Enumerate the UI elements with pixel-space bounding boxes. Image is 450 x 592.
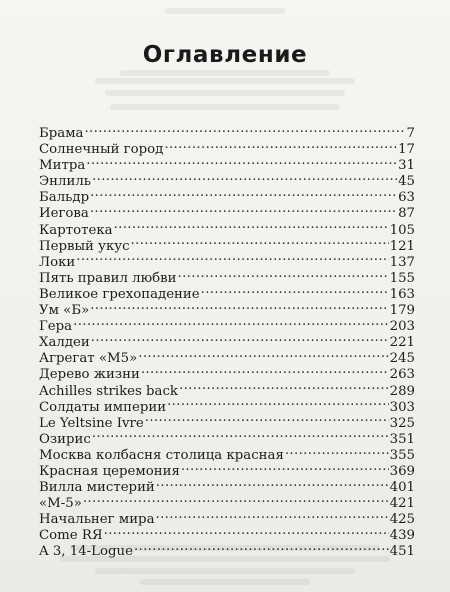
toc-entry-page-number: 245 — [389, 351, 415, 367]
dot-leader — [92, 169, 397, 185]
dot-leader — [131, 234, 389, 250]
toc-entry — [39, 346, 415, 367]
toc-entry — [39, 491, 415, 512]
dot-leader — [181, 459, 389, 475]
dot-leader — [91, 330, 389, 346]
bleed-through-text — [0, 568, 450, 569]
toc-entry — [39, 153, 415, 174]
dot-leader — [145, 411, 389, 427]
toc-entry-title: Ум «Б» — [39, 303, 90, 319]
toc-entry-title: A 3, 14-Logue — [39, 544, 133, 560]
dot-leader — [86, 153, 397, 169]
toc-entry-page-number: 63 — [398, 190, 415, 206]
dot-leader — [90, 201, 397, 217]
toc-entry-title: Озирис — [39, 431, 91, 447]
toc-entry-title: Дерево жизни — [39, 367, 140, 383]
toc-entry — [39, 330, 415, 351]
toc-entry-title: Москва колбасня столица красная — [39, 447, 284, 463]
dot-leader — [73, 314, 388, 330]
toc-entry-page-number: 369 — [389, 463, 415, 479]
toc-entry-title: Achilles strikes back — [39, 383, 178, 399]
dot-leader — [92, 427, 389, 443]
dot-leader — [84, 121, 405, 137]
toc-entry-title: Солнечный город — [39, 142, 164, 158]
toc-entry — [39, 507, 415, 528]
toc-entry-page-number: 401 — [389, 480, 415, 496]
toc-entry-page-number: 451 — [389, 544, 415, 560]
toc-entry-page-number: 155 — [389, 270, 415, 286]
toc-entry-page-number: 203 — [389, 319, 415, 335]
toc-entry-title: Великое грехопадение — [39, 286, 200, 302]
dot-leader — [179, 379, 389, 395]
toc-entry-page-number: 325 — [389, 415, 415, 431]
toc-entry-page-number: 263 — [389, 367, 415, 383]
toc-entry-page-number: 439 — [389, 528, 415, 544]
dot-leader — [178, 266, 389, 282]
toc-entry-page-number: 425 — [389, 512, 415, 528]
bleed-through-text — [0, 8, 450, 9]
dot-leader — [114, 218, 389, 234]
toc-entry-title: Иегова — [39, 206, 89, 222]
dot-leader — [90, 298, 388, 314]
dot-leader — [134, 539, 389, 555]
toc-entry-title: Митра — [39, 158, 86, 174]
dot-leader — [90, 185, 397, 201]
dot-leader — [156, 507, 389, 523]
toc-entry-page-number: 121 — [389, 238, 415, 254]
toc-entry-title: «М-5» — [39, 496, 82, 512]
toc-entry-title: Пять правил любви — [39, 270, 177, 286]
dot-leader — [164, 137, 397, 153]
toc-entry — [39, 169, 415, 190]
bleed-through-text — [0, 90, 450, 91]
dot-leader — [167, 395, 389, 411]
toc-entry-title: Солдаты империи — [39, 399, 167, 415]
toc-entry — [39, 218, 415, 238]
toc-entry-page-number: 355 — [389, 447, 415, 463]
toc-entry-page-number: 45 — [398, 174, 415, 190]
dot-leader — [138, 346, 388, 362]
toc-entry-title: Вилла мистерий — [39, 480, 155, 496]
toc-entry — [39, 266, 415, 286]
toc-entry-title: Красная церемония — [39, 463, 180, 479]
toc-entry — [39, 185, 415, 206]
bleed-through-text — [0, 104, 450, 105]
dot-leader — [141, 362, 389, 378]
toc-entry-page-number: 31 — [398, 158, 415, 174]
toc-entry-title: Le Yeltsine Ivre — [39, 415, 144, 431]
dot-leader — [156, 475, 389, 491]
toc-entry — [39, 250, 415, 270]
bleed-through-text — [0, 78, 450, 79]
bleed-through-text — [0, 70, 450, 71]
toc-entry-title: Агрегат «М5» — [39, 351, 138, 367]
toc-entry-title: Начальнег мира — [39, 512, 155, 528]
toc-entry — [39, 427, 415, 447]
toc-entry-page-number: 221 — [389, 335, 415, 351]
toc-entry — [39, 137, 415, 158]
dot-leader — [201, 282, 389, 298]
toc-entry — [39, 443, 415, 463]
toc-entry-page-number: 105 — [389, 222, 415, 238]
dot-leader — [285, 443, 389, 459]
toc-entry — [39, 298, 415, 319]
toc-entry-title: Бальдр — [39, 190, 90, 206]
table-of-contents — [39, 121, 415, 560]
toc-entry-title: Картотека — [39, 222, 113, 238]
toc-entry — [39, 201, 415, 222]
toc-entry-title: Гера — [39, 319, 73, 335]
page-title: Оглавление — [142, 42, 308, 68]
toc-entry — [39, 121, 415, 141]
toc-entry-page-number: 7 — [406, 126, 415, 141]
toc-entry-title: Локи — [39, 254, 76, 270]
dot-leader — [83, 491, 389, 507]
toc-entry-title: Брама — [39, 126, 84, 141]
toc-entry-page-number: 137 — [389, 254, 415, 270]
bleed-through-text — [0, 579, 450, 580]
toc-entry-page-number: 163 — [389, 286, 415, 302]
toc-entry-page-number: 351 — [389, 431, 415, 447]
toc-entry-page-number: 179 — [389, 303, 415, 319]
toc-entry-page-number: 289 — [389, 383, 415, 399]
toc-entry-title: Халдеи — [39, 335, 90, 351]
toc-entry — [39, 314, 415, 335]
toc-entry-title: Come RЯ — [39, 528, 103, 544]
toc-entry-page-number: 87 — [398, 206, 415, 222]
toc-entry-title: Энлиль — [39, 174, 92, 190]
dot-leader — [76, 250, 388, 266]
toc-entry-page-number: 421 — [389, 496, 415, 512]
toc-entry-title: Первый укус — [39, 238, 130, 254]
toc-entry-page-number: 303 — [389, 399, 415, 415]
toc-entry-page-number: 17 — [398, 142, 415, 158]
dot-leader — [104, 523, 389, 539]
